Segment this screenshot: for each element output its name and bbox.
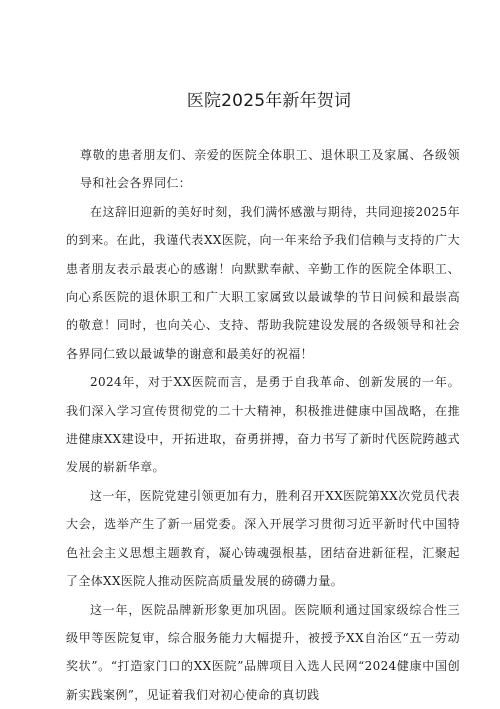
paragraph-4: 这一年，医院品牌新形象更加巩固。医院顺利通过国家级综合性三级甲等医院复审，综合服务能力大幅提升，被授予XX自治区“五一劳动奖状”。“打造家门口的XX医院”品牌项目入选人民网“2024健康中国创新实践案例”，见证着我们对初心使命的真切践 <box>66 596 460 709</box>
paragraph-2: 2024年，对于XX医院而言，是勇于自我革命、创新发展的一年。我们深入学习宣传贯彻党的二十大精神，积极推进健康中国战略，在推进健康XX建设中，开拓进取，奋勇拼搏，奋力书写了新时代医院跨越式发展的崭新华章。 <box>66 368 460 482</box>
salutation: 尊敬的患者朋友们、亲爱的医院全体职工、退休职工及家属、各级领导和社会各界同仁： <box>66 141 460 198</box>
document-title: 医院2025年新年贺词 <box>66 86 460 111</box>
paragraph-3: 这一年，医院党建引领更加有力，胜利召开XX医院第XX次党员代表大会，选举产生了新一届党委。深入开展学习贯彻习近平新时代中国特色社会主义思想主题教育，凝心铸魂强根基，团结奋进新征程，汇聚起了全体XX医院人推动医院高质量发展的磅礴力量。 <box>66 482 460 596</box>
paragraph-1: 在这辞旧迎新的美好时刻，我们满怀感激与期待，共同迎接2025年的到来。在此，我谨代表XX医院，向一年来给予我们信赖与支持的广大患者朋友表示最衷心的感谢！向默默奉献、辛勤工作的医院全体职工、向心系医院的退休职工和广大职工家属致以最诚挚的节日问候和最崇高的敬意！同时，也向关心、支持、帮助我院建设发展的各级领导和社会各界同仁致以最诚挚的谢意和最美好的祝福！ <box>66 198 460 368</box>
